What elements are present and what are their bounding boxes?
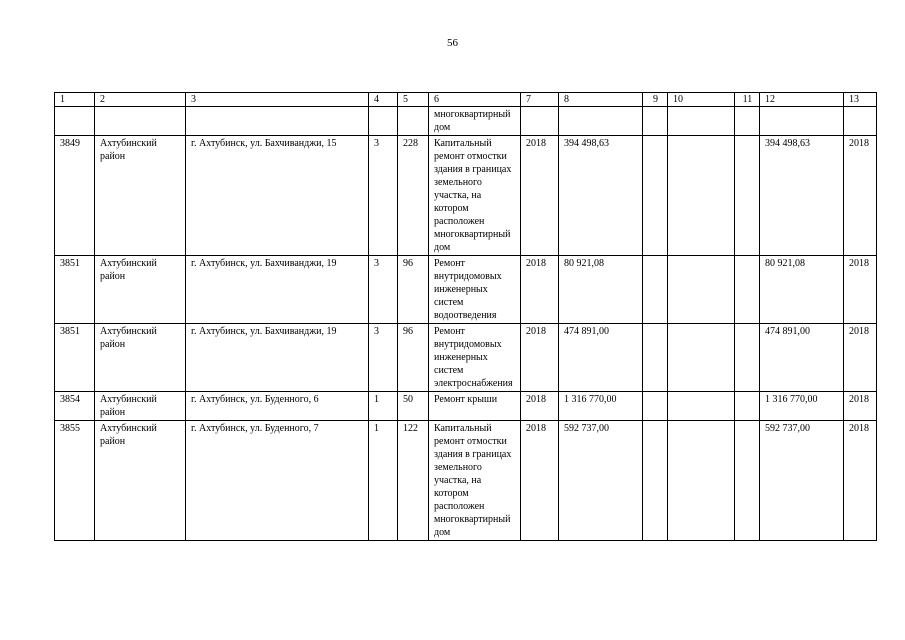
address: г. Ахтубинск, ул. Бахчиванджи, 15 [186, 136, 369, 256]
year: 2018 [521, 421, 559, 541]
work-description-line: внутридомовых [434, 271, 502, 282]
work-description-line: систем [434, 297, 464, 308]
district-line: Ахтубинский [100, 394, 157, 405]
work-description-line: Ремонт [434, 258, 465, 269]
district-line: Ахтубинский [100, 258, 157, 269]
col5-value: 96 [398, 324, 429, 392]
col5-value: 228 [398, 136, 429, 256]
col9-value [643, 324, 668, 392]
address: г. Ахтубинск, ул. Бахчиванджи, 19 [186, 324, 369, 392]
work-description-line: дом [434, 242, 451, 253]
work-description-line: участка, на [434, 190, 482, 201]
work-description-line: дом [434, 527, 451, 538]
col9-value [643, 136, 668, 256]
col5-value: 122 [398, 421, 429, 541]
header-cell: 10 [668, 93, 735, 107]
work-description-line: инженерных [434, 352, 488, 363]
continuation-row [55, 107, 877, 136]
address: г. Ахтубинск, ул. Буденного, 6 [186, 392, 369, 421]
cost: 80 921,08 [559, 256, 643, 324]
district-line: Ахтубинский [100, 138, 157, 149]
header-cell: 12 [760, 93, 844, 107]
work-description-line: здания в границах [434, 449, 512, 460]
work-description-line: Ремонт [434, 326, 465, 337]
col10-value [668, 136, 735, 256]
work-description-line: водоотведения [434, 310, 497, 321]
table-header-row [55, 93, 877, 107]
district [95, 392, 186, 421]
work-line: многоквартирный [434, 109, 511, 120]
work-description-line: систем [434, 365, 464, 376]
col12-value: 394 498,63 [760, 136, 844, 256]
district [95, 324, 186, 392]
table-row [55, 421, 877, 541]
col13-value: 2018 [844, 324, 877, 392]
work-description [429, 256, 521, 324]
work-description-line: котором [434, 203, 469, 214]
cost: 1 316 770,00 [559, 392, 643, 421]
col12-value: 1 316 770,00 [760, 392, 844, 421]
col11-value [735, 256, 760, 324]
cost: 474 891,00 [559, 324, 643, 392]
table-row [55, 392, 877, 421]
table-row [55, 136, 877, 256]
year: 2018 [521, 136, 559, 256]
col13-value: 2018 [844, 136, 877, 256]
work-description-line: Ремонт крыши [434, 394, 498, 405]
work-description-line: Капитальный [434, 423, 492, 434]
work-description [429, 324, 521, 392]
district-line: район [100, 339, 126, 350]
district-line: Ахтубинский [100, 326, 157, 337]
district-line: Ахтубинский [100, 423, 157, 434]
col13-value: 2018 [844, 256, 877, 324]
col11-value [735, 392, 760, 421]
col4-value: 3 [369, 256, 398, 324]
header-cell: 13 [844, 93, 877, 107]
col12-value: 474 891,00 [760, 324, 844, 392]
work-description [429, 392, 521, 421]
work-description-line: многоквартирный [434, 229, 511, 240]
work-description-line: внутридомовых [434, 339, 502, 350]
col13-value: 2018 [844, 392, 877, 421]
work-description-line: ремонт отмостки [434, 151, 507, 162]
header-cell: 5 [398, 93, 429, 107]
col13-value: 2018 [844, 421, 877, 541]
header-cell: 8 [559, 93, 643, 107]
work-description-line: участка, на [434, 475, 482, 486]
year: 2018 [521, 392, 559, 421]
work-description-line: здания в границах [434, 164, 512, 175]
district [95, 421, 186, 541]
address: г. Ахтубинск, ул. Буденного, 7 [186, 421, 369, 541]
col10-value [668, 256, 735, 324]
repair-register-table [54, 92, 877, 541]
work-description-line: инженерных [434, 284, 488, 295]
col11-value [735, 421, 760, 541]
header-cell: 4 [369, 93, 398, 107]
district-line: район [100, 407, 126, 418]
col4-value: 3 [369, 324, 398, 392]
col9-value [643, 392, 668, 421]
year: 2018 [521, 256, 559, 324]
district [95, 136, 186, 256]
header-cell: 1 [55, 93, 95, 107]
header-cell: 11 [735, 93, 760, 107]
work-description-line: расположен [434, 501, 485, 512]
cost: 592 737,00 [559, 421, 643, 541]
work-line: дом [434, 122, 451, 133]
col4-value: 1 [369, 392, 398, 421]
header-cell: 3 [186, 93, 369, 107]
work-description [429, 136, 521, 256]
col9-value [643, 421, 668, 541]
col4-value: 1 [369, 421, 398, 541]
col10-value [668, 324, 735, 392]
work-description-line: расположен [434, 216, 485, 227]
work-description-line: многоквартирный [434, 514, 511, 525]
col11-value [735, 136, 760, 256]
header-cell: 9 [643, 93, 668, 107]
address: г. Ахтубинск, ул. Бахчиванджи, 19 [186, 256, 369, 324]
district-line: район [100, 271, 126, 282]
row-id: 3851 [55, 256, 95, 324]
row-id: 3854 [55, 392, 95, 421]
col11-value [735, 324, 760, 392]
col10-value [668, 392, 735, 421]
col5-value: 50 [398, 392, 429, 421]
district [95, 256, 186, 324]
work-description [429, 107, 521, 136]
cost: 394 498,63 [559, 136, 643, 256]
table-row [55, 256, 877, 324]
work-description-line: земельного [434, 177, 482, 188]
work-description-line: ремонт отмостки [434, 436, 507, 447]
district-line: район [100, 436, 126, 447]
col12-value: 80 921,08 [760, 256, 844, 324]
col12-value: 592 737,00 [760, 421, 844, 541]
row-id: 3855 [55, 421, 95, 541]
col9-value [643, 256, 668, 324]
work-description-line: котором [434, 488, 469, 499]
row-id: 3849 [55, 136, 95, 256]
header-cell: 7 [521, 93, 559, 107]
district-line: район [100, 151, 126, 162]
header-cell: 2 [95, 93, 186, 107]
header-cell: 6 [429, 93, 521, 107]
work-description-line: земельного [434, 462, 482, 473]
work-description-line: Капитальный [434, 138, 492, 149]
col10-value [668, 421, 735, 541]
work-description [429, 421, 521, 541]
work-description-line: электроснабжения [434, 378, 513, 389]
col5-value: 96 [398, 256, 429, 324]
year: 2018 [521, 324, 559, 392]
col4-value: 3 [369, 136, 398, 256]
row-id: 3851 [55, 324, 95, 392]
table-row [55, 324, 877, 392]
page-number: 56 [447, 37, 458, 49]
